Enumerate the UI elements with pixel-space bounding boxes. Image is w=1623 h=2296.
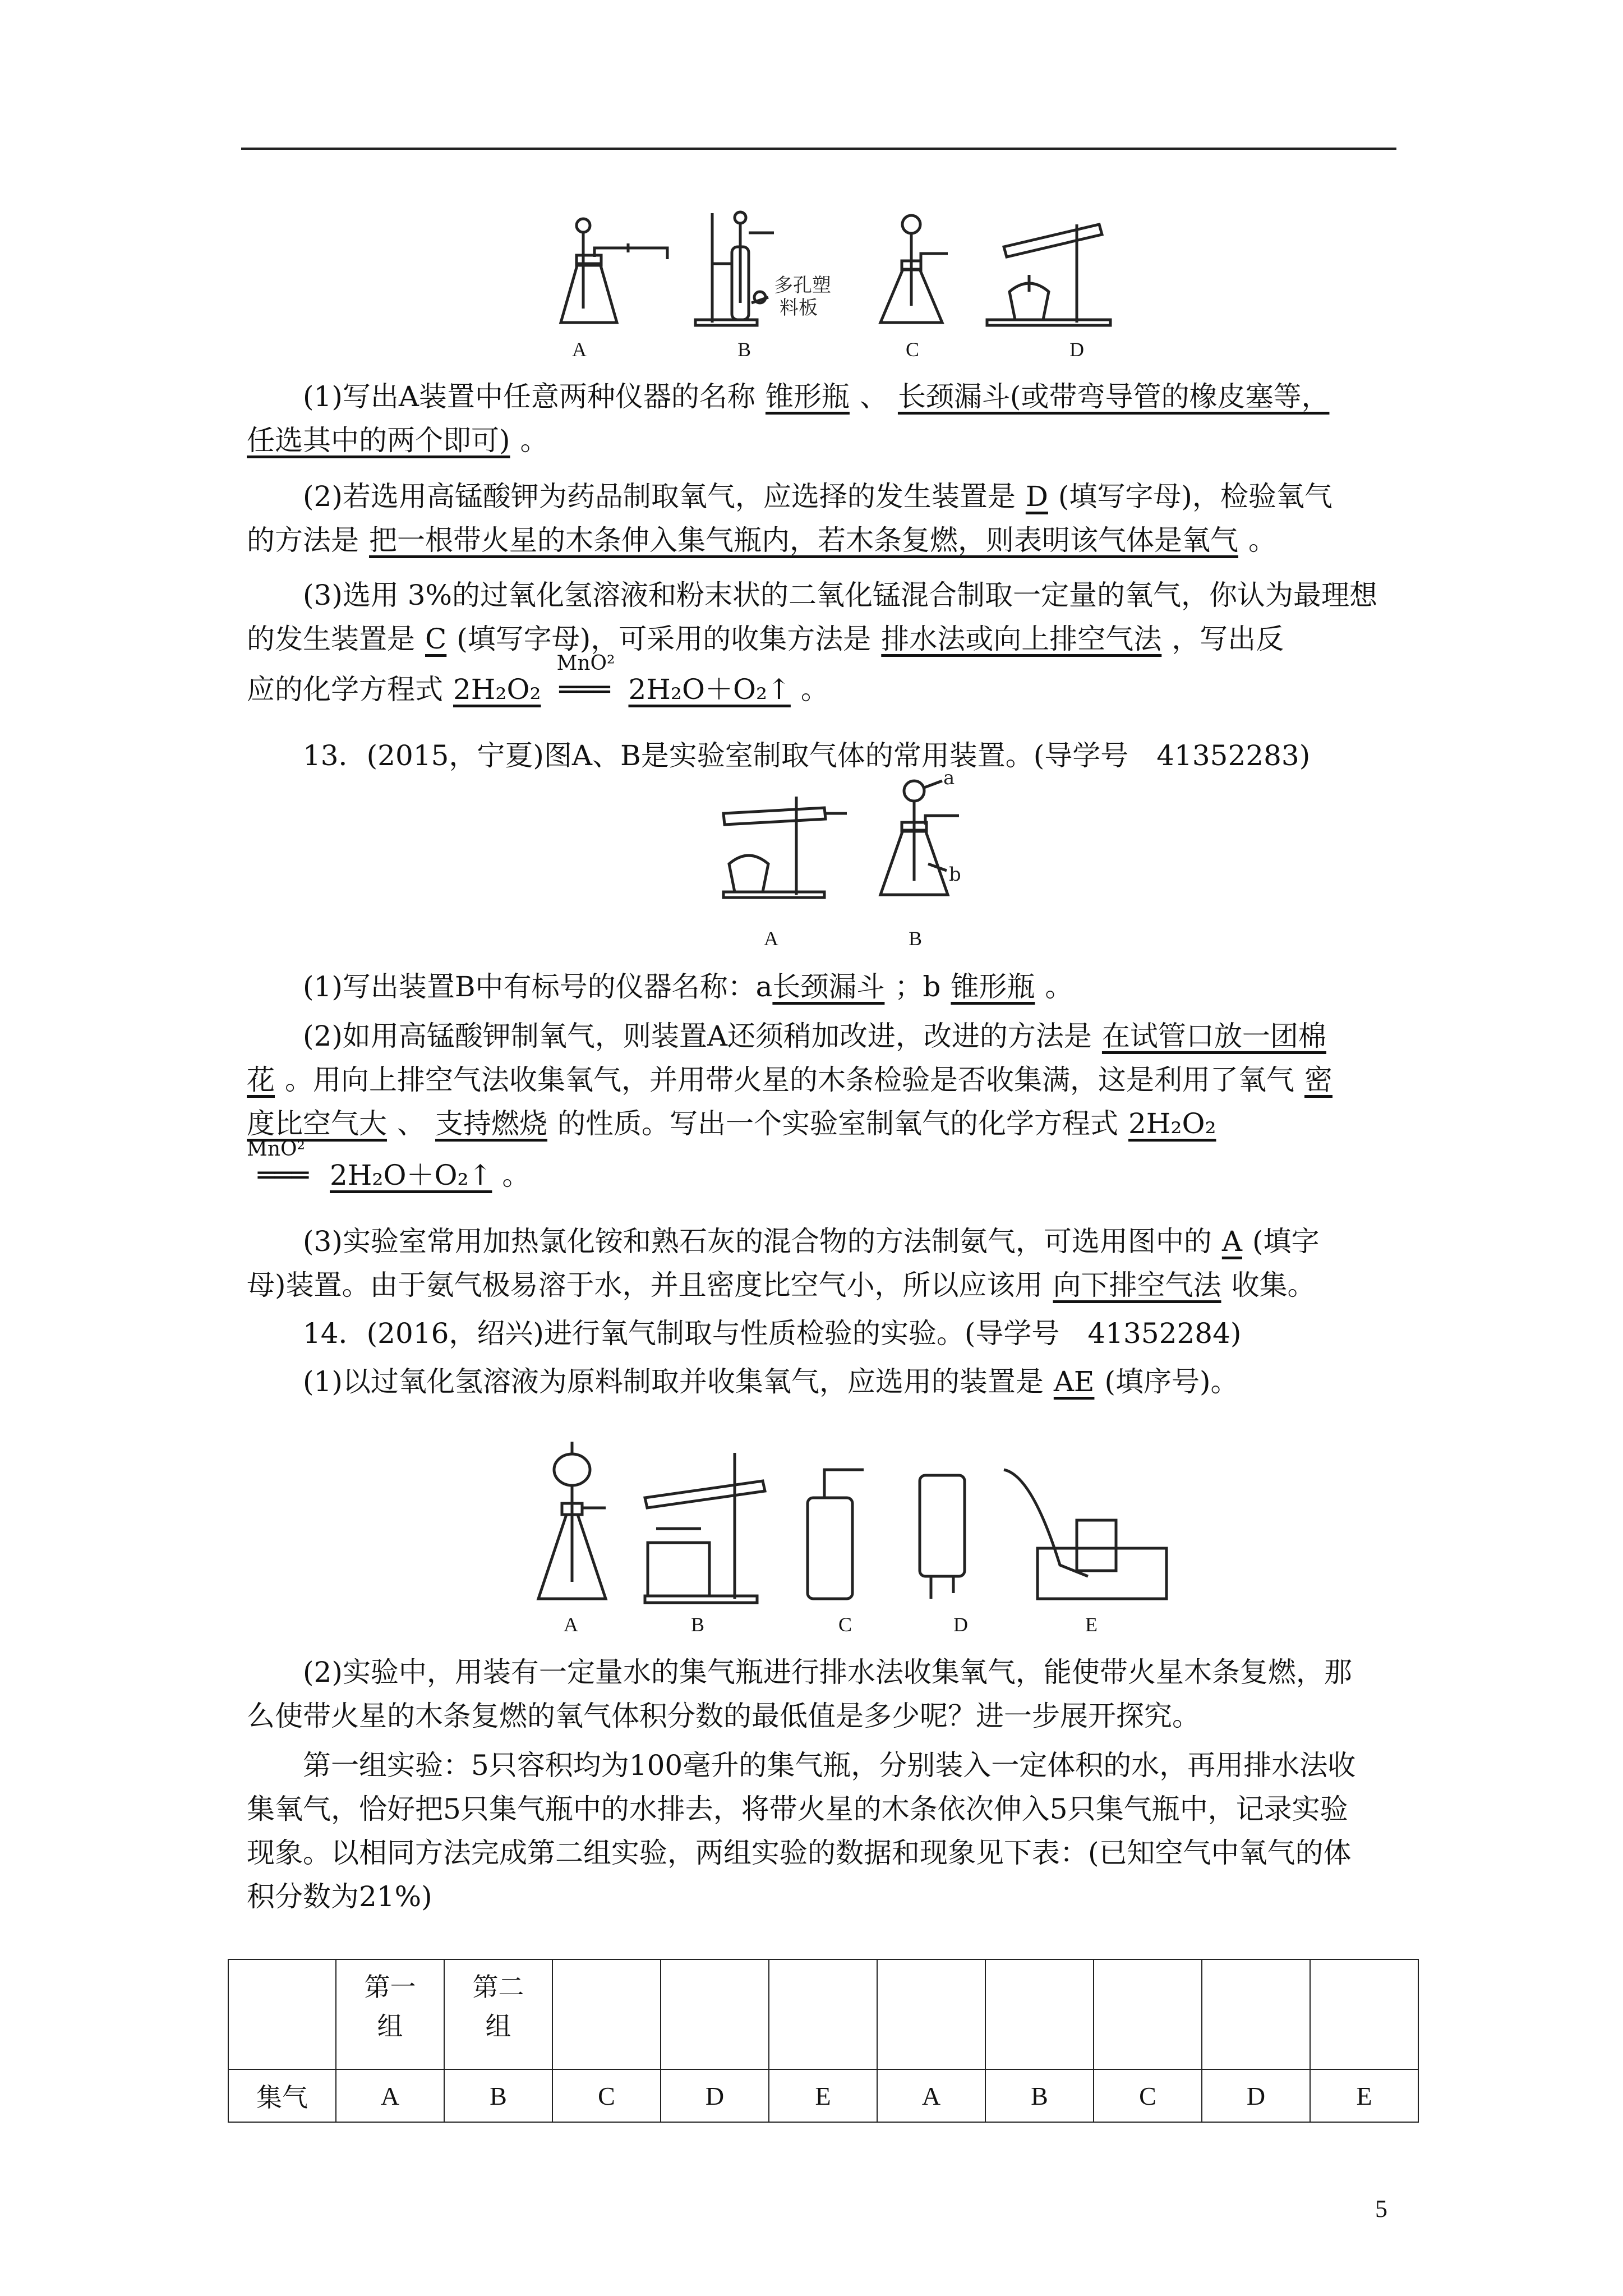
q13-p2-line1: (2)如用高锰酸钾制氧气，则装置A还须稍加改进，改进的方法是 在试管口放一团棉 (303, 1020, 1326, 1052)
q13-p3-line2: 母)装置。由于氨气极易溶于水，并且密度比空气小，所以应该用 向下排空气法 收集。 (247, 1269, 1316, 1301)
page-number: 5 (1375, 2195, 1387, 2223)
table-cell: C (552, 2069, 661, 2122)
apparatus-14d (920, 1475, 965, 1599)
table-cell: E (769, 2069, 877, 2122)
table-header-cell: 第一 组 (336, 1959, 444, 2069)
table-cell: B (985, 2069, 1094, 2122)
table-header-cell (1202, 1959, 1310, 2069)
fig3-label-a: A (564, 1613, 578, 1636)
table-header-cell (228, 1959, 336, 2069)
fig3-label-d: D (953, 1613, 968, 1636)
apparatus-14b (645, 1453, 765, 1603)
q14-p3-line4: 积分数为21%) (247, 1880, 432, 1913)
apparatus-13b (880, 781, 959, 895)
plate-label-line1: 多孔塑 (774, 274, 831, 297)
mark-b: b (949, 863, 961, 886)
table-row (228, 2069, 1418, 2122)
experiment-table (228, 1959, 1419, 2123)
apparatus-c (880, 215, 948, 323)
q14-p1: (1)以过氧化氢溶液为原料制取并收集氧气，应选用的装置是 AE (填序号)。 (303, 1365, 1239, 1398)
q14-p2-line2: 么使带火星的木条复燃的氧气体积分数的最低值是多少呢？进一步展开探究。 (247, 1700, 1200, 1732)
q14-p2-line1: (2)实验中，用装有一定量水的集气瓶进行排水法收集氧气，能使带火星木条复燃，那 (303, 1656, 1352, 1688)
table-header-cell (661, 1959, 769, 2069)
fig2-label-a: A (764, 927, 778, 950)
fig3-label-b: B (691, 1613, 705, 1636)
apparatus-14e (1004, 1470, 1166, 1599)
table-cell: D (661, 2069, 769, 2122)
apparatus-figure-2 (712, 774, 1004, 920)
q14-p3-line2: 集氧气，恰好把5只集气瓶中的水排去，将带火星的木条依次伸入5只集气瓶中，记录实验 (247, 1793, 1348, 1825)
apparatus-a (561, 219, 667, 323)
apparatus-figure-3 (527, 1430, 1189, 1616)
q13-p1: (1)写出装置B中有标号的仪器名称：a长颈漏斗 ；b 锥形瓶 。 (303, 970, 1073, 1003)
header-rule (241, 148, 1396, 150)
mark-a: a (943, 774, 955, 789)
table-header-cell (552, 1959, 661, 2069)
fig1-label-d: D (1069, 338, 1084, 361)
q13-p2-line4: MnO² ═══ 2H₂O＋O₂↑ 。 (247, 1138, 531, 1191)
fig1-label-c: C (906, 338, 920, 361)
table-cell: E (1310, 2069, 1418, 2122)
table-row-label: 集气 (228, 2069, 336, 2122)
apparatus-b (695, 212, 774, 325)
q13-p3-line1: (3)实验室常用加热氯化铵和熟石灰的混合物的方法制氨气，可选用图中的 A (填字 (303, 1225, 1320, 1258)
q12-p3-line3: 应的化学方程式 2H₂O₂ MnO² ═══ 2H₂O＋O₂↑ 。 (247, 652, 829, 706)
table-cell: C (1094, 2069, 1202, 2122)
apparatus-14c (808, 1470, 864, 1599)
table-header-cell (769, 1959, 877, 2069)
table-cell: D (1202, 2069, 1310, 2122)
fig3-label-c: C (838, 1613, 852, 1636)
q13-p2-line3: 度比空气大 、 支持燃烧 的性质。写出一个实验室制氧气的化学方程式 2H₂O₂ (247, 1107, 1216, 1140)
fig3-label-e: E (1085, 1613, 1098, 1636)
q12-p3-line1: (3)选用 3%的过氧化氢溶液和粉末状的二氧化锰混合制取一定量的氧气，你认为最理想 (303, 579, 1378, 611)
q12-p2-line1: (2)若选用高锰酸钾为药品制取氧气，应选择的发生装置是 D (填写字母)，检验氧气 (303, 480, 1332, 513)
q13-p2-line2: 花 。用向上排空气法收集氧气，并用带火星的木条检验是否收集满，这是利用了氧气 密 (247, 1064, 1332, 1096)
apparatus-14a (538, 1442, 606, 1599)
table-header-cell (877, 1959, 985, 2069)
q12-p1-line2: 任选其中的两个即可) 。 (247, 424, 548, 457)
table-header-row (228, 1959, 1418, 2069)
q13-title: 13．(2015，宁夏)图A、B是实验室制取气体的常用装置。(导学号 41352283) (303, 739, 1311, 772)
table-header-cell (1094, 1959, 1202, 2069)
apparatus-figure-1 (538, 208, 1155, 376)
fig2-label-b: B (909, 927, 923, 950)
table-cell: A (336, 2069, 444, 2122)
q12-p1-line1: (1)写出A装置中任意两种仪器的名称 锥形瓶 、 长颈漏斗(或带弯导管的橡皮塞等， (303, 380, 1330, 413)
q12-p3-line2: 的发生装置是 C (填写字母)，可采用的收集方法是 排水法或向上排空气法 ，写出反 (247, 623, 1284, 655)
apparatus-13a (723, 797, 847, 898)
table-cell: A (877, 2069, 985, 2122)
table-header-cell (1310, 1959, 1418, 2069)
q14-title: 14．(2016，绍兴)进行氧气制取与性质检验的实验。(导学号 41352284) (303, 1317, 1242, 1350)
q14-p3-line1: 第一组实验：5只容积均为100毫升的集气瓶，分别装入一定体积的水，再用排水法收 (303, 1749, 1356, 1782)
table-cell: B (444, 2069, 552, 2122)
apparatus-d (987, 224, 1110, 325)
plate-label-line2: 料板 (780, 297, 818, 319)
fig1-label-a: A (572, 338, 587, 361)
q14-p3-line3: 现象。以相同方法完成第二组实验，两组实验的数据和现象见下表：(已知空气中氧气的体 (247, 1837, 1352, 1869)
table-header-cell (985, 1959, 1094, 2069)
q12-p2-line2: 的方法是 把一根带火星的木条伸入集气瓶内，若木条复燃，则表明该气体是氧气 。 (247, 524, 1276, 556)
table-header-cell: 第二 组 (444, 1959, 552, 2069)
fig1-label-b: B (737, 338, 751, 361)
